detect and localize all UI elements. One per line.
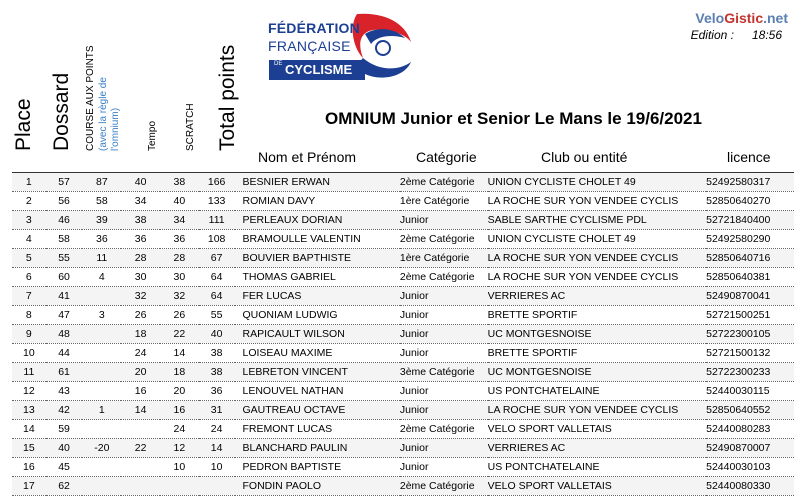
cell-scratch: 38 (160, 173, 199, 192)
cell-licence: 52850640716 (706, 249, 794, 268)
cell-name: LOISEAU MAXIME (235, 344, 400, 363)
cell-name: RAPICAULT WILSON (235, 325, 400, 344)
cell-tempo: 18 (121, 325, 160, 344)
cell-licence: 52722300105 (706, 325, 794, 344)
cell-club: US PONTCHATELAINE (488, 382, 706, 401)
cell-scratch (160, 477, 199, 496)
cell-category: Junior (400, 306, 488, 325)
cell-place: 9 (12, 325, 46, 344)
cell-course-aux-points (82, 420, 121, 439)
cell-name: BRAMOULLE VALENTIN (235, 230, 400, 249)
cell-course-aux-points (82, 458, 121, 477)
cell-name: GAUTREAU OCTAVE (235, 401, 400, 420)
brand-velo: Velo (695, 10, 725, 26)
cell-licence: 52850640381 (706, 268, 794, 287)
cell-dossard: 61 (46, 363, 83, 382)
cell-place: 13 (12, 401, 46, 420)
cell-scratch: 40 (160, 192, 199, 211)
cell-course-aux-points: 1 (82, 401, 121, 420)
cell-tempo: 22 (121, 439, 160, 458)
cell-tempo: 16 (121, 382, 160, 401)
cell-tempo: 20 (121, 363, 160, 382)
cell-licence: 52440080330 (706, 477, 794, 496)
column-header-scratch: SCRATCH (185, 103, 196, 151)
cell-licence: 52440030103 (706, 458, 794, 477)
brand-gistic: Gistic (724, 10, 764, 26)
cell-category: 1ère Catégorie (400, 249, 488, 268)
cell-course-aux-points: 87 (82, 173, 121, 192)
cell-dossard: 59 (46, 420, 83, 439)
cell-name: BESNIER ERWAN (235, 173, 400, 192)
cell-tempo (121, 420, 160, 439)
cell-tempo: 28 (121, 249, 160, 268)
cell-tempo: 36 (121, 230, 160, 249)
cell-club: US PONTCHATELAINE (488, 458, 706, 477)
cell-course-aux-points (82, 325, 121, 344)
cell-dossard: 42 (46, 401, 83, 420)
cell-licence: 52721500251 (706, 306, 794, 325)
cell-name: LENOUVEL NATHAN (235, 382, 400, 401)
cell-course-aux-points (82, 382, 121, 401)
column-header-place: Place (12, 98, 35, 151)
table-row (12, 382, 794, 401)
cell-category: Junior (400, 211, 488, 230)
cell-scratch: 12 (160, 439, 199, 458)
cell-club: SABLE SARTHE CYCLISME PDL (488, 211, 706, 230)
cell-scratch: 34 (160, 211, 199, 230)
cell-course-aux-points: 11 (82, 249, 121, 268)
column-header-dossard: Dossard (50, 72, 73, 151)
cell-licence: 52440080283 (706, 420, 794, 439)
cell-scratch: 24 (160, 420, 199, 439)
cell-club: UC MONTGESNOISE (488, 325, 706, 344)
cell-club: UC MONTGESNOISE (488, 363, 706, 382)
cell-scratch: 30 (160, 268, 199, 287)
table-row (12, 230, 794, 249)
table-row (12, 268, 794, 287)
brand-net: .net (763, 10, 788, 26)
cell-dossard: 41 (46, 287, 83, 306)
cell-scratch: 18 (160, 363, 199, 382)
table-row (12, 458, 794, 477)
cell-category: Junior (400, 439, 488, 458)
cell-name: PERLEAUX DORIAN (235, 211, 400, 230)
cell-licence: 52721840400 (706, 211, 794, 230)
cell-total-points: 64 (199, 268, 235, 287)
cell-club: VELO SPORT VALLETAIS (488, 477, 706, 496)
cell-course-aux-points: 3 (82, 306, 121, 325)
cell-total-points (199, 477, 235, 496)
table-row (12, 287, 794, 306)
cell-club: LA ROCHE SUR YON VENDEE CYCLIS (488, 401, 706, 420)
cell-place: 17 (12, 477, 46, 496)
table-row (12, 211, 794, 230)
cell-place: 15 (12, 439, 46, 458)
cell-category: 1ère Catégorie (400, 192, 488, 211)
logo-text-de: DE (274, 61, 283, 67)
cell-tempo: 34 (121, 192, 160, 211)
table-row (12, 325, 794, 344)
cell-total-points: 64 (199, 287, 235, 306)
cell-dossard: 56 (46, 192, 83, 211)
cell-tempo (121, 477, 160, 496)
cell-total-points: 38 (199, 344, 235, 363)
cell-club: UNION CYCLISTE CHOLET 49 (488, 230, 706, 249)
cell-place: 5 (12, 249, 46, 268)
column-header-course-aux-points: COURSE AUX POINTS (85, 45, 96, 151)
cell-category: 2ème Catégorie (400, 230, 488, 249)
edition-time (691, 28, 782, 42)
column-header-licence: licence (727, 149, 771, 165)
column-header-club: Club ou entité (541, 149, 628, 165)
cell-total-points: 55 (199, 306, 235, 325)
cell-total-points: 36 (199, 382, 235, 401)
cell-licence: 52490870041 (706, 287, 794, 306)
cell-place: 4 (12, 230, 46, 249)
cell-course-aux-points: 4 (82, 268, 121, 287)
cell-club: LA ROCHE SUR YON VENDEE CYCLIS (488, 192, 706, 211)
logo-cyclisme-band (269, 60, 365, 80)
cell-club: VELO SPORT VALLETAIS (488, 420, 706, 439)
cell-dossard: 46 (46, 211, 83, 230)
cell-dossard: 55 (46, 249, 83, 268)
cell-category: Junior (400, 401, 488, 420)
cell-tempo: 30 (121, 268, 160, 287)
table-row (12, 344, 794, 363)
velogistic-brand (695, 10, 788, 26)
table-row (12, 306, 794, 325)
cell-dossard: 44 (46, 344, 83, 363)
cell-scratch: 10 (160, 458, 199, 477)
cell-scratch: 16 (160, 401, 199, 420)
cell-course-aux-points: -20 (82, 439, 121, 458)
cell-scratch: 28 (160, 249, 199, 268)
cell-course-aux-points: 58 (82, 192, 121, 211)
cell-licence: 52492580290 (706, 230, 794, 249)
cell-name: BOUVIER BAPTHISTE (235, 249, 400, 268)
cell-category: 2ème Catégorie (400, 420, 488, 439)
cell-club: VERRIERES AC (488, 287, 706, 306)
cell-category: Junior (400, 344, 488, 363)
cell-total-points: 10 (199, 458, 235, 477)
cell-total-points: 166 (199, 173, 235, 192)
cell-place: 1 (12, 173, 46, 192)
cell-licence: 52721500132 (706, 344, 794, 363)
cell-name: FER LUCAS (235, 287, 400, 306)
logo-text-francaise: FRANÇAISE (268, 38, 351, 54)
cell-tempo: 26 (121, 306, 160, 325)
page-title: OMNIUM Junior et Senior Le Mans le 19/6/2021 (325, 109, 702, 128)
cell-tempo: 38 (121, 211, 160, 230)
cell-tempo: 32 (121, 287, 160, 306)
cell-name: PEDRON BAPTISTE (235, 458, 400, 477)
ffc-logo (265, 12, 415, 82)
cell-club: BRETTE SPORTIF (488, 344, 706, 363)
cell-scratch: 36 (160, 230, 199, 249)
cell-place: 8 (12, 306, 46, 325)
cell-place: 3 (12, 211, 46, 230)
cell-course-aux-points: 39 (82, 211, 121, 230)
cell-place: 10 (12, 344, 46, 363)
column-header-total-points: Total points (216, 44, 239, 151)
cell-dossard: 62 (46, 477, 83, 496)
cell-total-points: 24 (199, 420, 235, 439)
cell-scratch: 26 (160, 306, 199, 325)
cell-name: FREMONT LUCAS (235, 420, 400, 439)
cell-tempo: 14 (121, 401, 160, 420)
cell-licence: 52492580317 (706, 173, 794, 192)
cell-club: BRETTE SPORTIF (488, 306, 706, 325)
cell-licence: 52850640270 (706, 192, 794, 211)
cell-place: 7 (12, 287, 46, 306)
cell-tempo: 24 (121, 344, 160, 363)
cell-place: 14 (12, 420, 46, 439)
column-header-name: Nom et Prénom (258, 149, 357, 165)
cell-scratch: 32 (160, 287, 199, 306)
column-header-category: Catégorie (416, 149, 477, 165)
cell-club: UNION CYCLISTE CHOLET 49 (488, 173, 706, 192)
cell-dossard: 40 (46, 439, 83, 458)
cell-licence: 52850640552 (706, 401, 794, 420)
cell-place: 16 (12, 458, 46, 477)
cell-category: 2ème Catégorie (400, 477, 488, 496)
cell-total-points: 38 (199, 363, 235, 382)
cell-total-points: 40 (199, 325, 235, 344)
table-row (12, 173, 794, 192)
cell-tempo: 40 (121, 173, 160, 192)
cell-dossard: 57 (46, 173, 83, 192)
cell-category: Junior (400, 458, 488, 477)
cell-total-points: 31 (199, 401, 235, 420)
cell-course-aux-points (82, 477, 121, 496)
logo-text-federation: FÉDÉRATION (268, 20, 360, 36)
table-row (12, 439, 794, 458)
column-header-course-aux-points-note-2: l'omnium) (110, 107, 121, 151)
cell-dossard: 47 (46, 306, 83, 325)
edition-label: Edition : (690, 28, 734, 42)
cell-scratch: 14 (160, 344, 199, 363)
cell-course-aux-points (82, 287, 121, 306)
column-header-course-aux-points-note: (avec la règle de (98, 77, 109, 151)
cell-place: 11 (12, 363, 46, 382)
results-table (12, 172, 794, 496)
cell-place: 2 (12, 192, 46, 211)
table-row (12, 363, 794, 382)
cell-dossard: 58 (46, 230, 83, 249)
cell-place: 12 (12, 382, 46, 401)
cell-dossard: 43 (46, 382, 83, 401)
cell-scratch: 22 (160, 325, 199, 344)
cell-course-aux-points (82, 344, 121, 363)
cell-dossard: 60 (46, 268, 83, 287)
table-row (12, 401, 794, 420)
cell-licence: 52722300233 (706, 363, 794, 382)
cell-dossard: 48 (46, 325, 83, 344)
cell-total-points: 133 (199, 192, 235, 211)
cell-licence: 52490870007 (706, 439, 794, 458)
cell-category: Junior (400, 325, 488, 344)
cell-name: BLANCHARD PAULIN (235, 439, 400, 458)
cell-licence: 52440030115 (706, 382, 794, 401)
cell-category: Junior (400, 287, 488, 306)
cell-club: VERRIERES AC (488, 439, 706, 458)
cell-category: Junior (400, 382, 488, 401)
cell-total-points: 108 (199, 230, 235, 249)
cell-total-points: 67 (199, 249, 235, 268)
table-row (12, 420, 794, 439)
cell-club: LA ROCHE SUR YON VENDEE CYCLIS (488, 249, 706, 268)
cell-category: 3ème Catégorie (400, 363, 488, 382)
cell-name: QUONIAM LUDWIG (235, 306, 400, 325)
table-row (12, 249, 794, 268)
cell-total-points: 111 (199, 211, 235, 230)
edition-value: 18:56 (751, 28, 782, 42)
cell-name: THOMAS GABRIEL (235, 268, 400, 287)
cell-place: 6 (12, 268, 46, 287)
cell-club: LA ROCHE SUR YON VENDEE CYCLIS (488, 268, 706, 287)
cell-tempo (121, 458, 160, 477)
cell-course-aux-points: 36 (82, 230, 121, 249)
cell-name: LEBRETON VINCENT (235, 363, 400, 382)
table-row (12, 192, 794, 211)
table-row (12, 477, 794, 496)
cell-category: 2ème Catégorie (400, 268, 488, 287)
cell-total-points: 14 (199, 439, 235, 458)
column-header-tempo: Tempo (147, 120, 158, 151)
cell-scratch: 20 (160, 382, 199, 401)
logo-text-cyclisme: CYCLISME (285, 62, 353, 77)
cell-name: FONDIN PAOLO (235, 477, 400, 496)
cell-dossard: 45 (46, 458, 83, 477)
cell-category: 2ème Catégorie (400, 173, 488, 192)
cell-course-aux-points (82, 363, 121, 382)
cell-name: ROMIAN DAVY (235, 192, 400, 211)
